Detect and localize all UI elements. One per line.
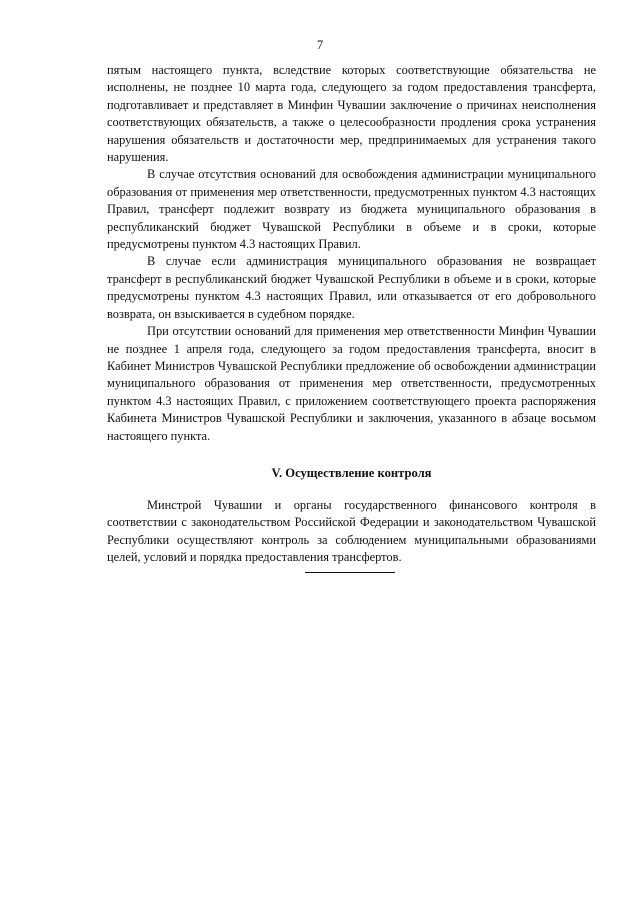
paragraph-exemption-proposal: При отсутствии оснований для применения мер ответственности Минфин Чувашии не позднее 1 апреля года, следующего за годом предоставления трансферта, вносит в Кабинет Министров Чувашской Республики предложение об освобождении администрации муниципального образования от применения мер ответственности, предусмотренных пунктом 4.3 настоящих Правил, с приложением соответствующего проекта распоряжения Кабинета Министров Чувашской Республики и заключения, указанного в абзаце восьмом настоящего пункта. [107, 324, 596, 443]
page-number: 7 [316, 38, 324, 52]
section-title: V. Осуществление контроля [271, 465, 432, 480]
paragraph-continued: пятым настоящего пункта, вследствие которых соответствующие обязательства не исполнены, не позднее 10 марта года, следующего за годом предоставления трансферта, подготавливает и представляет в Минфин Чувашии заключение о причинах неисполнения соответствующих обязательств, а также о целесообразности продления срока устранения нарушения обязательств и достаточности мер, предпринимаемых для устранения такого нарушения. [107, 63, 596, 165]
document-body [107, 62, 596, 567]
paragraph-control: Минстрой Чувашии и органы государственного финансового контроля в соответствии с законодательством Российской Федерации и законодательством Чувашской Республики осуществляют контроль за соблюдением муниципальными образованиями целей, условий и порядка предоставления трансфертов. [107, 497, 596, 565]
paragraph-no-grounds-for-exemption: В случае отсутствия оснований для освобождения администрации муниципального образования от применения мер ответственности, предусмотренных пунктом 4.3 настоящих Правил, трансферт подлежит возврату из бюджета муниципального образования в республиканский бюджет Чувашской Республики в объеме и в сроки, которые предусмотрены пунктом 4.3 настоящих Правил. [107, 167, 596, 252]
paragraph-judicial-recovery: В случае если администрация муниципального образования не возвращает трансферт в республиканский бюджет Чувашской Республики в объеме и в сроки, которые предусмотрены пунктом 4.3 настоящих Правил, или отказывается от его добровольного возврата, он взыскивается в судебном порядке. [107, 254, 596, 321]
end-of-document-rule [305, 572, 395, 573]
